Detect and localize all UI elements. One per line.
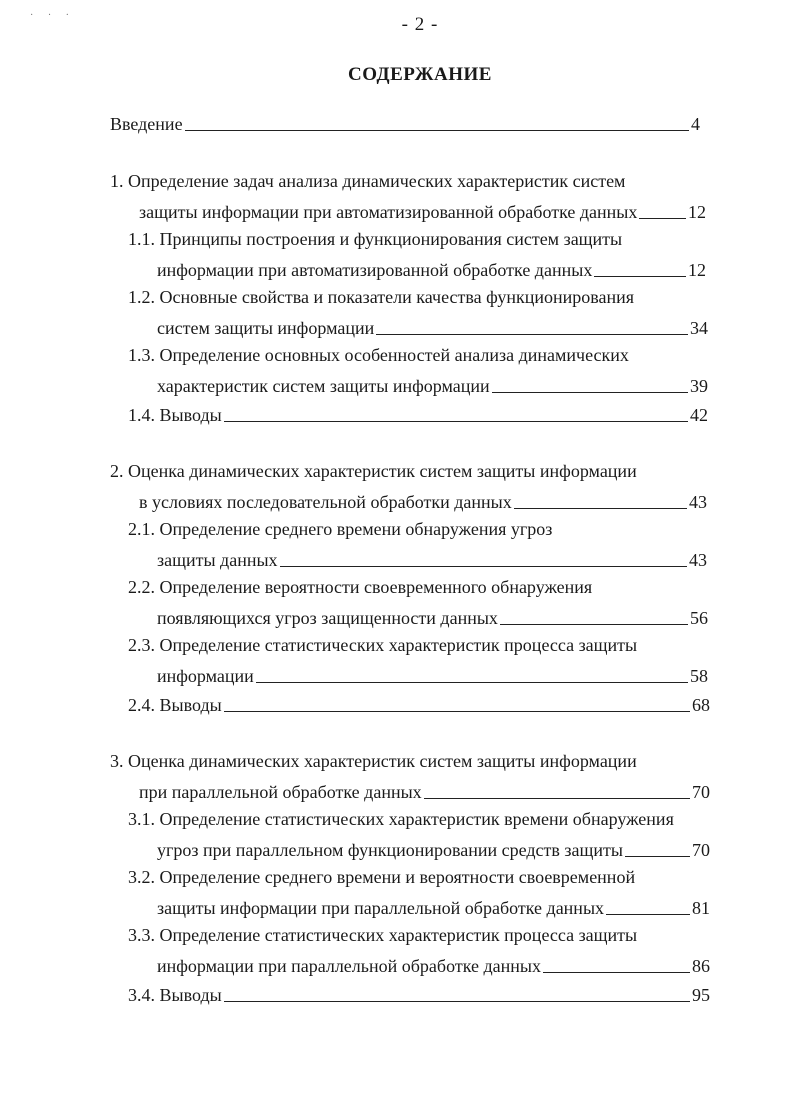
page-title: СОДЕРЖАНИЕ [348, 64, 492, 85]
toc-entry-label: 3.4. Выводы [128, 985, 222, 1005]
toc-entry-label: защиты информации при параллельной обработке данных [157, 898, 605, 918]
scan-specks: · · · [30, 10, 75, 21]
toc-entry-label: характеристик систем защиты информации [157, 376, 490, 396]
toc-chapter-2-line2[interactable] [139, 489, 707, 513]
toc-chapter-3-line1[interactable]: 3. Оценка динамических характеристик систем защиты информации [110, 751, 637, 771]
toc-page-number: 34 [690, 318, 708, 338]
toc-section-2-1-line2[interactable] [157, 547, 707, 571]
toc-leader [224, 421, 688, 422]
toc-leader [224, 1001, 690, 1002]
toc-section-1-3-line2[interactable] [157, 373, 708, 397]
toc-section-3-2-line2[interactable] [157, 895, 710, 919]
toc-page-number: 43 [689, 492, 707, 512]
toc-leader [185, 130, 689, 131]
toc-entry-label: появляющихся угроз защищенности данных [157, 608, 498, 628]
toc-entry-label: систем защиты информации [157, 318, 375, 338]
toc-page-number: 4 [691, 114, 700, 134]
toc-page-number: 68 [692, 695, 710, 715]
toc-page-number: 70 [692, 782, 710, 802]
toc-section-3-1-line1[interactable]: 3.1. Определение статистических характеристик времени обнаружения [128, 809, 674, 829]
toc-leader [280, 566, 687, 567]
toc-page-number: 12 [688, 260, 706, 280]
toc-entry-label: в условиях последовательной обработки данных [139, 492, 512, 512]
toc-entry-label: Введение [110, 114, 183, 134]
toc-entry-intro[interactable] [110, 111, 700, 135]
toc-section-3-3-line2[interactable] [157, 953, 710, 977]
toc-page-number: 95 [692, 985, 710, 1005]
toc-section-2-4[interactable] [128, 692, 710, 716]
toc-leader [606, 914, 690, 915]
toc-entry-label: защиты данных [157, 550, 278, 570]
toc-leader [543, 972, 690, 973]
toc-section-2-2-line2[interactable] [157, 605, 708, 629]
toc-section-3-3-line1[interactable]: 3.3. Определение статистических характеристик процесса защиты [128, 925, 638, 945]
toc-entry-label: 1.4. Выводы [128, 405, 222, 425]
toc-section-3-2-line1[interactable]: 3.2. Определение среднего времени и вероятности своевременной [128, 867, 636, 887]
toc-entry-label: защиты информации при автоматизированной обработке данных [139, 202, 638, 222]
toc-leader [256, 682, 688, 683]
toc-section-1-4[interactable] [128, 402, 708, 426]
toc-entry-label: угроз при параллельном функционировании средств защиты [157, 840, 623, 860]
toc-section-2-3-line2[interactable] [157, 663, 708, 687]
toc-leader [514, 508, 687, 509]
toc-section-1-1-line1[interactable]: 1.1. Принципы построения и функционирования систем защиты [128, 229, 623, 249]
toc-chapter-1-line2[interactable] [139, 199, 706, 223]
toc-section-3-1-line2[interactable] [157, 837, 710, 861]
toc-section-1-2-line2[interactable] [157, 315, 708, 339]
toc-leader [500, 624, 688, 625]
toc-chapter-3-line2[interactable] [139, 779, 710, 803]
page-number: - 2 - [401, 14, 439, 35]
toc-page-number: 12 [688, 202, 706, 222]
toc-leader [639, 218, 686, 219]
toc-page-number: 43 [689, 550, 707, 570]
toc-leader [424, 798, 690, 799]
toc-leader [625, 856, 690, 857]
toc-leader [376, 334, 688, 335]
toc-entry-label: 2.4. Выводы [128, 695, 222, 715]
toc-entry-label: информации при параллельной обработке данных [157, 956, 541, 976]
toc-page-number: 42 [690, 405, 708, 425]
toc-leader [492, 392, 688, 393]
toc-entry-label: при параллельной обработке данных [139, 782, 422, 802]
toc-page-number: 56 [690, 608, 708, 628]
toc-section-2-2-line1[interactable]: 2.2. Определение вероятности своевременного обнаружения [128, 577, 593, 597]
toc-chapter-2-line1[interactable]: 2. Оценка динамических характеристик систем защиты информации [110, 461, 637, 481]
toc-section-1-2-line1[interactable]: 1.2. Основные свойства и показатели качества функционирования [128, 287, 635, 307]
toc-page-number: 70 [692, 840, 710, 860]
toc-entry-label: информации [157, 666, 254, 686]
toc-page-number: 39 [690, 376, 708, 396]
toc-entry-label: информации при автоматизированной обработке данных [157, 260, 593, 280]
toc-page-number: 81 [692, 898, 710, 918]
toc-chapter-1-line1[interactable]: 1. Определение задач анализа динамических характеристик систем [110, 171, 626, 191]
toc-section-2-3-line1[interactable]: 2.3. Определение статистических характеристик процесса защиты [128, 635, 638, 655]
toc-section-1-3-line1[interactable]: 1.3. Определение основных особенностей анализа динамических [128, 345, 629, 365]
toc-leader [224, 711, 690, 712]
toc-page-number: 58 [690, 666, 708, 686]
toc-leader [594, 276, 686, 277]
toc-section-2-1-line1[interactable]: 2.1. Определение среднего времени обнаружения угроз [128, 519, 553, 539]
toc-section-1-1-line2[interactable] [157, 257, 706, 281]
toc-section-3-4[interactable] [128, 982, 710, 1006]
toc-page-number: 86 [692, 956, 710, 976]
